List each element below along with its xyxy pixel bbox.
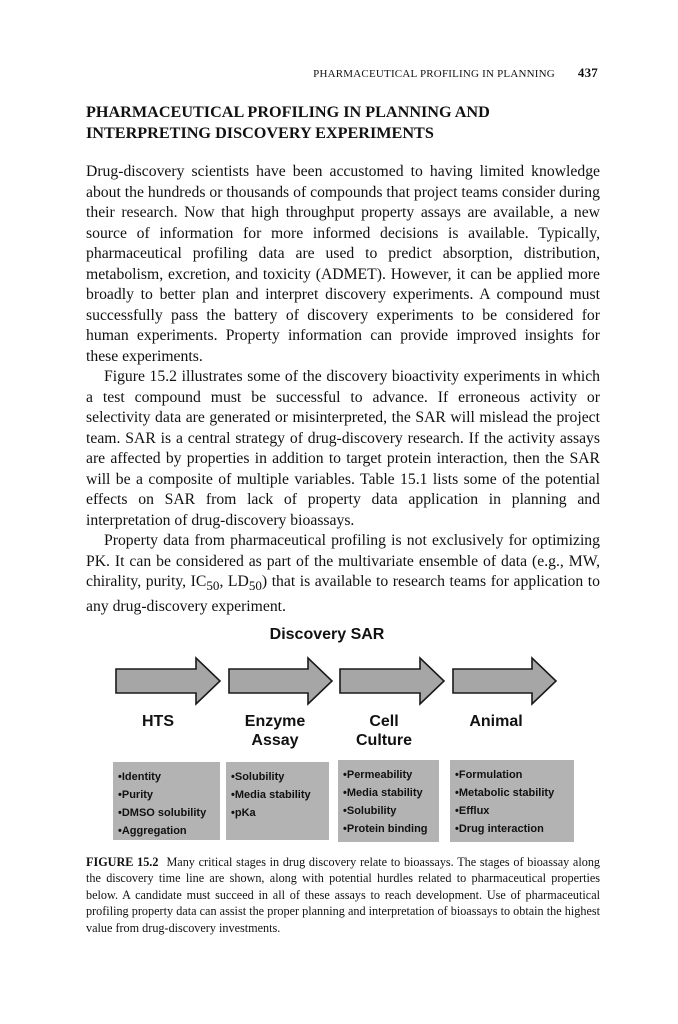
- arrow-cell-culture: [340, 658, 444, 704]
- arrow-enzyme-assay: [229, 658, 332, 704]
- hurdle-item: •Solubility: [231, 771, 285, 783]
- hurdle-box-hts: [113, 762, 220, 840]
- figure-title: Discovery SAR: [269, 626, 385, 643]
- paragraph-1: Drug-discovery scientists have been accustomed to having limited knowledge about the hundreds or thousands of compounds that project teams consider during their research. Now that high throughput property assays are available, a new source of information for more informed decisions is available. Typically, pharmaceutical profiling data are used to predict absorption, distribution, metabolism, excretion, and toxicity (ADMET). However, it can be applied more broadly to better plan and interpret discovery experiments. A compound must successfully pass the battery of discovery experiments to be considered for human experiments. Property information can provide improved insights for these experiments.: [86, 163, 600, 365]
- hurdle-item: •Identity: [118, 771, 161, 783]
- stage-label-hts: [118, 712, 198, 731]
- stage-label-line2: Culture: [356, 732, 412, 749]
- hurdle-box-animal: [450, 760, 574, 842]
- subscript-ld50: 50: [248, 578, 262, 594]
- page-number: 437: [577, 65, 598, 80]
- hurdle-item: •Purity: [118, 789, 154, 801]
- stage-label-animal: [454, 712, 538, 731]
- hurdle-item: •Permeability: [343, 769, 413, 781]
- stage-label-line2: Assay: [251, 732, 299, 749]
- running-head-title: PHARMACEUTICAL PROFILING IN PLANNING: [313, 68, 555, 80]
- stage-label-line1: Cell: [369, 713, 399, 730]
- figure-caption: [86, 854, 600, 936]
- stage-label-line1: HTS: [142, 713, 174, 730]
- body-text: [86, 162, 600, 617]
- caption-label: FIGURE 15.2: [86, 855, 159, 869]
- hurdle-item: •DMSO solubility: [118, 807, 207, 819]
- hurdle-item: •Aggregation: [118, 825, 187, 837]
- stage-arrows: [86, 656, 586, 706]
- paragraph-3: [86, 531, 600, 617]
- stage-label-enzyme-assay: [228, 712, 322, 750]
- hurdle-item: •Metabolic stability: [455, 787, 555, 799]
- section-heading: PHARMACEUTICAL PROFILING IN PLANNING AND INTERPRETING DISCOVERY EXPERIMENTS: [86, 103, 490, 142]
- hurdle-box-enzyme-assay: [226, 762, 329, 840]
- arrow-hts: [116, 658, 220, 704]
- stage-label-cell-culture: [342, 712, 426, 750]
- stage-label-line1: Enzyme: [244, 713, 306, 730]
- caption-text: Many critical stages in drug discovery relate to bioassays. The stages of bioassay along the discovery time line are shown, along with potential hurdles related to pharmaceutical properties below. A candidate must succeed in all of these assays to reach development. Use of pharmaceutical profiling property data can assist the proper planning and interpretation of bioassays to obtain the highest value from drug-discovery investments.: [86, 855, 601, 935]
- paragraph-3-part-2: , LD: [219, 573, 249, 590]
- paragraph-2: Figure 15.2 illustrates some of the discovery bioactivity experiments in which a test compound must be successful to advance. If erroneous activity or selectivity data are generated or misinterpreted, the SAR will mislead the project team. SAR is a central strategy of drug-discovery research. If the activity assays are affected by properties in addition to target protein interaction, then the SAR will be a composite of multiple variables. Table 15.1 lists some of the potential effects on SAR from lack of property data application in planning and interpretation of drug-discovery bioassays.: [86, 368, 600, 529]
- hurdle-item: •Solubility: [343, 805, 397, 817]
- hurdle-item: •Efflux: [455, 805, 490, 817]
- hurdle-item: •Media stability: [231, 789, 311, 801]
- hurdle-box-cell-culture: [338, 760, 439, 842]
- hurdle-item: •pKa: [231, 807, 256, 819]
- subscript-ic50: 50: [206, 578, 220, 594]
- stage-label-line1: Animal: [469, 713, 523, 730]
- hurdle-item: •Protein binding: [343, 823, 428, 835]
- arrow-animal: [453, 658, 556, 704]
- paragraph-3-part-3: ) that is available to research teams for application to any drug-discovery experiment.: [86, 573, 600, 615]
- running-head: [86, 65, 598, 81]
- hurdle-item: •Media stability: [343, 787, 423, 799]
- hurdle-item: •Drug interaction: [455, 823, 544, 835]
- figure-15-2: [86, 620, 598, 860]
- paragraph-3-part-1: Property data from pharmaceutical profiling is not exclusively for optimizing PK. It can be considered as part of the multivariate ensemble of data (e.g., MW, chirality, purity, IC: [86, 532, 600, 590]
- hurdle-item: •Formulation: [455, 769, 523, 781]
